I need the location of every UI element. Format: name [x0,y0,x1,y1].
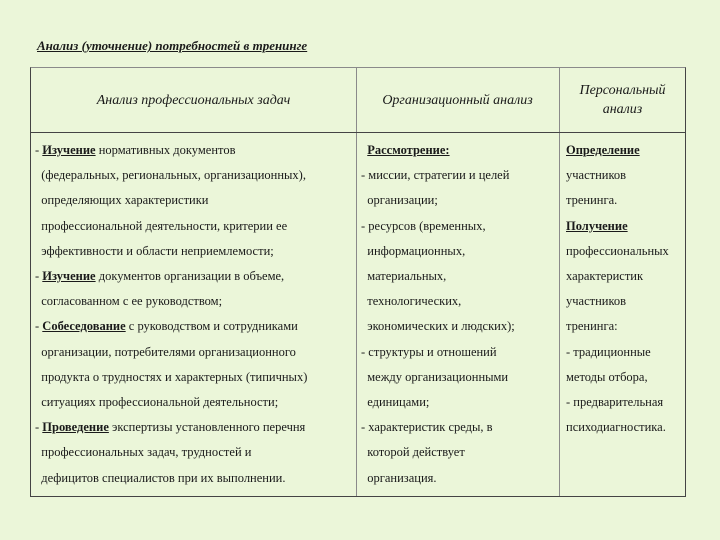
underlined-keyword: Изучение [42,143,96,157]
text-segment: продукта о трудностях и характерных (типичных) [35,369,308,384]
cell-text-line [566,268,643,284]
text-segment: между организационными [361,369,509,384]
cell-text-line [35,243,274,259]
cell-text-line [361,293,461,309]
cell-text-line [361,142,450,158]
cell-text-line [361,268,446,284]
underlined-keyword: Получение [566,218,628,233]
text-segment: - [35,319,43,334]
header-organizational-analysis: Организационный анализ [382,92,533,108]
text-segment: документов организации в объеме, [95,269,285,283]
text-segment: характеристик [566,269,644,283]
cell-text-line [566,419,666,435]
text-segment: - традиционные [566,344,651,359]
cell-text-line [35,192,209,208]
cell-text-line [35,167,306,183]
cell-text-line [35,419,305,435]
cell-text-line [35,218,287,234]
text-segment: дефицитов специалистов при их выполнении. [35,470,286,485]
cell-text-line [35,318,298,334]
text-segment: - миссии, стратегии и целей [361,168,510,183]
cell-text-line [361,344,497,360]
cell-text-line [35,444,251,460]
cell-text-line [361,444,465,460]
text-segment: методы отбора, [566,369,648,384]
text-segment: - [35,269,43,283]
text-segment: нормативных документов [95,143,236,157]
text-segment: с руководством и сотрудниками [125,319,298,334]
cell-text-line [566,192,617,208]
text-segment: тренинга: [566,319,618,334]
underlined-keyword: Рассмотрение: [367,143,450,157]
underlined-keyword: Определение [566,143,640,157]
text-segment: - [35,420,43,435]
text-segment: участников [566,168,627,183]
cell-text-line [361,419,493,435]
cell-text-line [361,192,438,208]
cell-text-line [566,142,640,158]
text-segment: эффективности и области неприемлемости; [35,243,274,258]
text-segment: профессиональных [566,243,669,258]
cell-text-line [35,293,222,309]
cell-text-line [566,344,651,360]
text-segment: организация. [361,470,437,485]
cell-text-line [35,268,284,284]
cell-text-line [361,218,486,234]
text-segment: - ресурсов (временных, [361,218,486,233]
cell-text-line [361,243,465,259]
text-segment: профессиональной деятельности, критерии ее [35,218,288,233]
text-segment: единицами; [361,395,430,409]
cell-text-line [35,344,296,360]
text-segment: (федеральных, региональных, организационных), [35,168,306,183]
cell-text-line [361,318,515,334]
cell-text-line [35,142,235,158]
cell-text-line [361,470,437,486]
header-personal-analysis: Персональный анализ [579,83,666,117]
text-segment: которой действует [361,445,465,460]
text-segment: - [35,143,43,157]
underlined-keyword: Изучение [42,269,96,283]
page-title: Анализ (уточнение) потребностей в тренинге [37,38,308,53]
cell-text-line [566,218,628,234]
underlined-keyword: Собеседование [42,319,126,334]
cell-text-line [566,167,626,183]
cell-text-line [566,369,648,385]
cell-text-line [361,394,429,410]
text-segment: информационных, [361,243,466,258]
cell-text-line [566,394,663,410]
text-segment: экономических и людских); [361,319,515,334]
needs-analysis-table [30,67,686,497]
cell-text-line [361,167,509,183]
text-segment: технологических, [361,294,462,309]
cell-text-line [35,470,286,486]
text-segment: тренинга. [566,193,618,208]
text-segment: - предварительная [566,395,664,409]
text-segment: ситуациях профессиональной деятельности; [35,395,279,409]
text-segment: - структуры и отношений [361,344,497,359]
text-segment: организации; [361,193,438,208]
cell-text-line [35,394,278,410]
text-segment: участников [566,294,627,309]
text-segment: экспертизы установленного перечня [108,420,306,435]
text-segment: организации, потребителями организационного [35,344,296,359]
header-divider [31,132,685,133]
cell-text-line [566,293,626,309]
text-segment: психодиагностика. [566,420,666,435]
cell-text-line [566,318,618,334]
header-task-analysis: Анализ профессиональных задач [96,92,291,108]
underlined-keyword: Проведение [42,420,109,435]
cell-text-line [361,369,508,385]
text-segment: согласованном с ее руководством; [35,294,223,309]
text-segment: определяющих характеристики [35,193,209,208]
text-segment: - характеристик среды, в [361,420,493,435]
text-segment: материальных, [361,269,447,283]
text-segment: профессиональных задач, трудностей и [35,445,252,460]
cell-text-line [35,369,307,385]
cell-text-line [566,243,669,259]
